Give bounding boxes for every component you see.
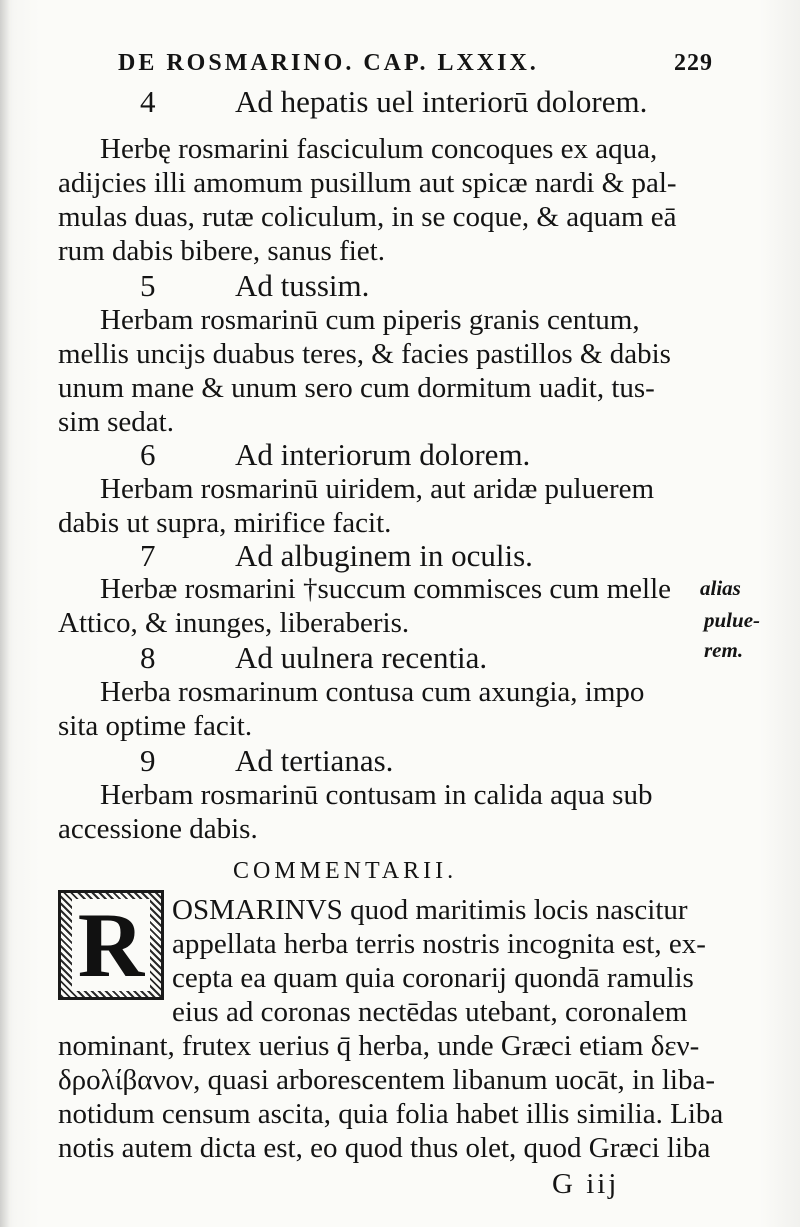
text-line: appellata herba terris nostris incognita est, ex- — [172, 928, 706, 960]
margin-note-line: rem. — [704, 638, 744, 662]
section-heading — [140, 538, 533, 574]
section-heading — [140, 743, 393, 779]
section-heading — [140, 437, 530, 473]
text-line: Herba rosmarinum contusa cum axungia, impo — [100, 676, 645, 708]
page-gutter — [0, 0, 10, 1227]
text-line: mellis uncijs duabus teres, & facies pastillos & dabis — [58, 338, 671, 370]
text-line: rum dabis bibere, sanus fiet. — [58, 235, 385, 267]
text-line: adijcies illi amomum pusillum aut spicæ nardi & pal- — [58, 167, 677, 199]
section-number: 8 — [140, 640, 156, 675]
text-line: Herbæ rosmarini †succum commisces cum melle — [100, 573, 671, 605]
text-line: accessione dabis. — [58, 813, 258, 845]
text-line: cepta ea quam quia coronarij quondā ramulis — [172, 962, 694, 994]
section-number: 5 — [140, 268, 156, 303]
section-number: 4 — [140, 84, 156, 119]
signature-mark: G iij — [552, 1168, 620, 1200]
section-heading — [140, 640, 487, 676]
section-title: Ad albuginem in oculis. — [235, 538, 533, 573]
running-title: DE ROSMARINO. CAP. LXXIX. — [118, 50, 539, 76]
section-title: Ad hepatis uel interiorū dolorem. — [235, 84, 648, 119]
text-line: Herbam rosmarinū uiridem, aut aridæ puluerem — [100, 473, 655, 505]
text-line: unum mane & unum sero cum dormitum uadit, tus- — [58, 372, 655, 404]
text-line: sim sedat. — [58, 406, 174, 438]
section-number: 7 — [140, 538, 156, 573]
section-title: Ad tussim. — [235, 268, 370, 303]
text-line: Attico, & inunges, liberaberis. — [58, 607, 410, 639]
section-heading — [140, 268, 369, 304]
commentary-title: COMMENTARII. — [233, 858, 458, 884]
section-title: Ad tertianas. — [235, 743, 394, 778]
page-number: 229 — [674, 50, 713, 76]
margin-note-line: pulue- — [704, 608, 761, 632]
decorated-initial — [58, 890, 164, 1000]
text-line: eius ad coronas nectēdas utebant, coronalem — [172, 996, 688, 1028]
text-line: Herbam rosmarinū contusam in calida aqua sub — [100, 779, 653, 811]
section-number: 9 — [140, 743, 156, 778]
section-title: Ad interiorum dolorem. — [235, 437, 531, 472]
text-line: notis autem dicta est, eo quod thus olet, quod Græci liba — [58, 1132, 711, 1164]
text-line: Herbam rosmarinū cum piperis granis centum, — [100, 304, 640, 336]
section-title: Ad uulnera recentia. — [235, 640, 488, 675]
text-line: sita optime facit. — [58, 710, 253, 742]
text-line: Herbę rosmarini fasciculum concoques ex aqua, — [100, 133, 658, 165]
text-line: notidum censum ascita, quia folia habet illis similia. Liba — [58, 1098, 724, 1130]
running-header — [118, 50, 713, 77]
text-line: mulas duas, rutæ coliculum, in se coque, & aquam eā — [58, 201, 677, 233]
text-line: δρολίβανον, quasi arborescentem libanum uocāt, in liba- — [58, 1064, 716, 1096]
text-line: OSMARINVS quod maritimis locis nascitur — [172, 894, 688, 926]
text-line: nominant, frutex uerius q̄ herba, unde Græci etiam δεν- — [58, 1030, 700, 1062]
section-heading — [140, 84, 647, 120]
section-number: 6 — [140, 437, 156, 472]
margin-note-line: alias — [700, 576, 741, 600]
initial-letter: R — [72, 899, 150, 991]
text-line: dabis ut supra, mirifice facit. — [58, 507, 392, 539]
